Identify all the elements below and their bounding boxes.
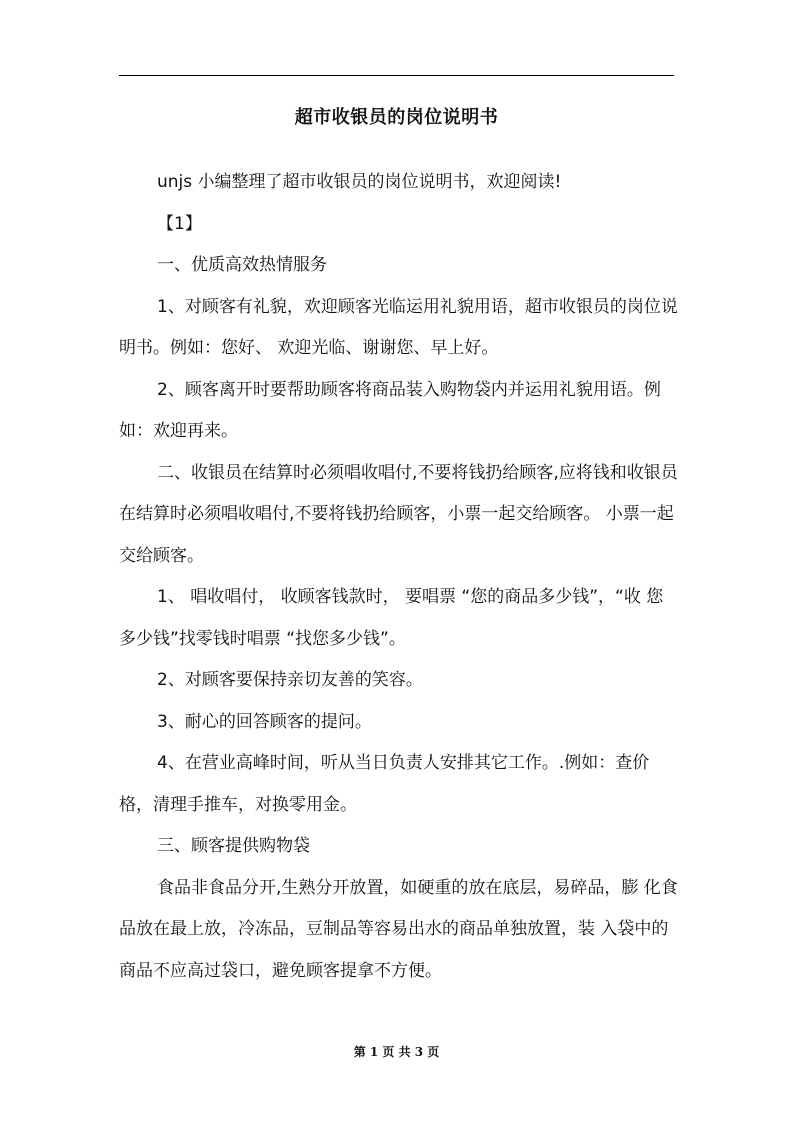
document-body bbox=[119, 162, 679, 992]
document-title: 超市收银员的岗位说明书 bbox=[294, 107, 499, 128]
section-heading-1: 一、优质高效热情服务 bbox=[157, 255, 327, 275]
paragraph-2-1: 1、 唱收唱付， 收顾客钱款时， 要唱票 “您的商品多少钱”，“收 您多少钱”找零钱时唱票 “找您多少钱”。 bbox=[119, 587, 664, 649]
paragraph-3-1: 食品非食品分开,生熟分开放置，如硬重的放在底层，易碎品，膨 化食品放在最上放，冷冻品，豆制品等容易出水的商品单独放置，装 入袋中的商品不应高过袋口，避免顾客提拿不方便。 bbox=[119, 877, 678, 981]
paragraph-1-1: 1、对顾客有礼貌，欢迎顾客光临运用礼貌用语，超市收银员的岗位说明书。例如：您好、 欢迎光临、谢谢您、早上好。 bbox=[119, 296, 678, 358]
paragraph-1-2: 2、顾客离开时要帮助顾客将商品装入购物袋内并运用礼貌用语。例如：欢迎再来。 bbox=[119, 379, 661, 441]
paragraph-2-4: 4、在营业高峰时间，听从当日负责人安排其它工作。.例如：查价格，清理手推车，对换零用金。 bbox=[119, 753, 650, 815]
section-heading-2: 二、收银员在结算时必须唱收唱付,不要将钱扔给顾客,应将钱和收银员在结算时必须唱收唱付,不要将钱扔给顾客，小票一起交给顾客。 小票一起交给顾客。 bbox=[119, 462, 678, 566]
page-number-footer: 第 1 页 共 3 页 bbox=[353, 1045, 440, 1059]
intro-paragraph: unjs 小编整理了超市收银员的岗位说明书，欢迎阅读! bbox=[157, 172, 562, 192]
paragraph-2-3: 3、耐心的回答顾客的提问。 bbox=[157, 711, 372, 732]
paragraph-2-2: 2、对顾客要保持亲切友善的笑容。 bbox=[157, 670, 423, 690]
section-marker: 【1】 bbox=[157, 213, 202, 234]
header-rule bbox=[119, 75, 674, 76]
section-heading-3: 三、顾客提供购物袋 bbox=[157, 836, 310, 856]
